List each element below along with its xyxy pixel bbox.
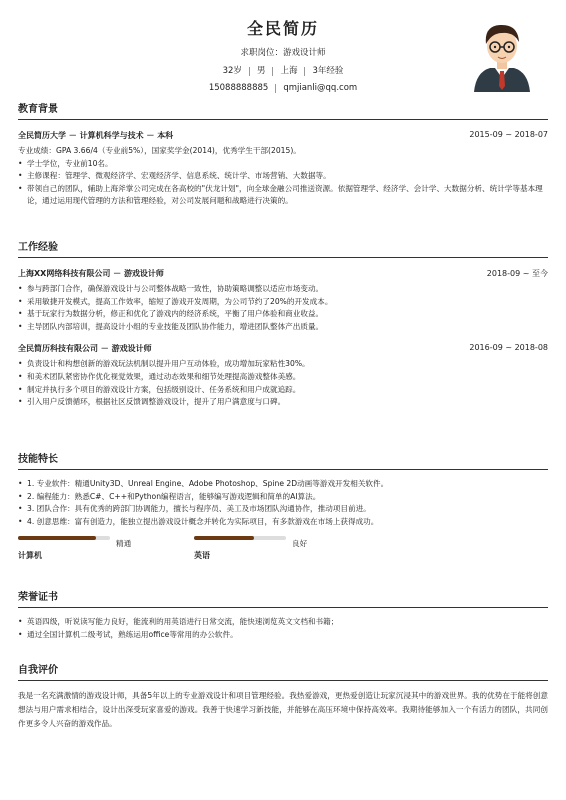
job-role: 游戏设计师 [111,344,152,354]
skill-name: 计算机 [18,551,42,561]
education-section [18,100,548,208]
meta-gender: 男 [249,67,273,76]
list-item: • 主修课程：管理学、微观经济学、宏观经济学、信息系统、统计学、市场营销、大数据等。 [18,170,548,183]
degree-name: 本科 [157,131,174,140]
job-role: 游戏设计师 [123,269,164,278]
resume-header [0,0,566,100]
gpa-line: 专业成绩：GPA 3.66/4（专业前5%），国家奖学金(2014)，优秀学生干部(2015)。 [18,146,301,155]
company-name: 上海XX网络科技有限公司 [18,269,111,278]
self-evaluation-section [18,661,548,731]
list-item: • 主导团队内部培训，提高设计小组的专业技能及团队协作能力，增进团队整体产出质量。 [18,321,548,334]
list-item: • 基于玩家行为数据分析，修正和优化了游戏内的经济系统，平衡了用户体验和商业收益。 [18,308,548,321]
section-title: 教育背景 [18,100,548,120]
skill-bar-fill [194,536,254,540]
self-evaluation-text: 我是一名充满激情的游戏设计师，具备5年以上的专业游戏设计和项目管理经验。我热爱游戏，更热爱创造让玩家沉浸其中的游戏世界。我的优势在于能将创意想法与用户需求相结合，设计出深受玩家喜爱的游戏。我善于快速学习新技能，并能够在高压环境中保持高效率。我期待能够加入一个有活力的团队，共同创作更多令人兴奋的游戏作品。 [18,691,548,728]
list-item: • 引入用户反馈循环，根据社区反馈调整游戏设计，提升了用户满意度与口碑。 [18,396,548,409]
skill-bar-track [18,536,110,540]
email-address: qmjianli@qq.com [275,84,364,93]
honors-list [18,616,548,641]
job-date: 2018-09 ~ 至今 [486,269,548,278]
list-item: • 制定并执行多个项目的游戏设计方案，包括级别设计、任务系统和用户成就追踪。 [18,384,548,397]
skill-level: 良好 [292,539,308,549]
job-date: 2016-09 ~ 2018-08 [469,343,548,353]
job-bullets [18,358,548,408]
skills-section [18,450,548,576]
school-name: 全民简历大学 [18,131,66,140]
candidate-name: 全民简历 [246,19,319,38]
section-title: 技能特长 [18,450,548,470]
avatar [468,16,536,92]
skill-bars [18,536,548,576]
education-bullets [18,158,548,208]
list-item: • 和美术团队紧密协作优化视觉效果，通过动态效果和细节处理提高游戏整体美感。 [18,371,548,384]
work-section [18,238,548,409]
phone-number: 15088888885 [208,83,269,93]
job-title: 游戏设计师 [283,48,326,58]
job-entry-head: 全民简历科技有限公司 － 游戏设计师 2016-09 ~ 2018-08 [18,343,548,354]
skill-bar-fill [18,536,96,540]
major-name: 计算机科学与技术 [79,131,144,140]
list-item: • 带领自己的团队，辅助上海斧掌公司完成在各高校的"伏龙计划"，向全球金融公司推送资源。依据管理学、经济学、会计学、大数据分析、统计学等基本理论，通过运用现代管理的方法和管理经验，对公司发展问题和战略进行决策的。 [18,183,548,208]
skill-name: 英语 [194,551,210,561]
meta-age: 32岁 [222,66,242,76]
education-date: 2015-09 ~ 2018-07 [469,130,548,139]
list-item: • 4. 创意思维：富有创造力，能独立提出游戏设计概念并转化为实际项目，有多款游戏在市场上获得成功。 [18,516,548,529]
company-name: 全民简历科技有限公司 [18,344,98,354]
list-item: • 采用敏捷开发模式，提高工作效率，缩短了游戏开发周期，为公司节约了20%的开发成本。 [18,296,548,309]
skills-list [18,478,548,528]
section-title: 工作经验 [18,238,548,258]
list-item: • 负责设计和构想创新的游戏玩法机制以提升用户互动体验，成功增加玩家粘性30%。 [18,358,548,371]
list-item: • 参与跨部门合作，确保游戏设计与公司整体战略一致性，协助策略调整以适应市场变动。 [18,283,548,296]
job-entry-head: 上海XX网络科技有限公司 － 游戏设计师 2018-09 ~ 至今 [18,269,548,278]
section-title: 荣誉证书 [18,588,548,608]
education-entry-head: 全民简历大学 － 计算机科学与技术 － 本科 2015-09 ~ 2018-07 [18,130,548,140]
list-item: • 2. 编程能力：熟悉C#、C++和Python编程语言，能够编写游戏逻辑和简单的AI算法。 [18,491,548,504]
meta-city: 上海 [272,67,304,76]
list-item: • 3. 团队合作：具有优秀的跨部门协调能力，擅长与程序员、美工及市场团队沟通协作，推动项目前进。 [18,503,548,516]
skill-level: 精通 [116,539,132,549]
list-item: • 通过全国计算机二级考试，熟练运用office等常用的办公软件。 [18,629,548,642]
list-item: • 学士学位，专业前10名。 [18,158,548,171]
job-bullets [18,283,548,333]
meta-experience: 3年经验 [304,67,350,76]
list-item: • 1. 专业软件：精通Unity3D、Unreal Engine、Adobe Photoshop、Spine 2D动画等游戏开发相关软件。 [18,478,548,491]
list-item: • 英语四级，听说读写能力良好，能流利的用英语进行日常交流，能快速浏览英文文档和书籍； [18,616,548,629]
section-title: 自我评价 [18,661,548,681]
skill-bar-track [194,536,286,540]
job-label: 求职岗位： [240,48,283,58]
skill-bar-english [194,536,424,561]
honors-section [18,588,548,641]
